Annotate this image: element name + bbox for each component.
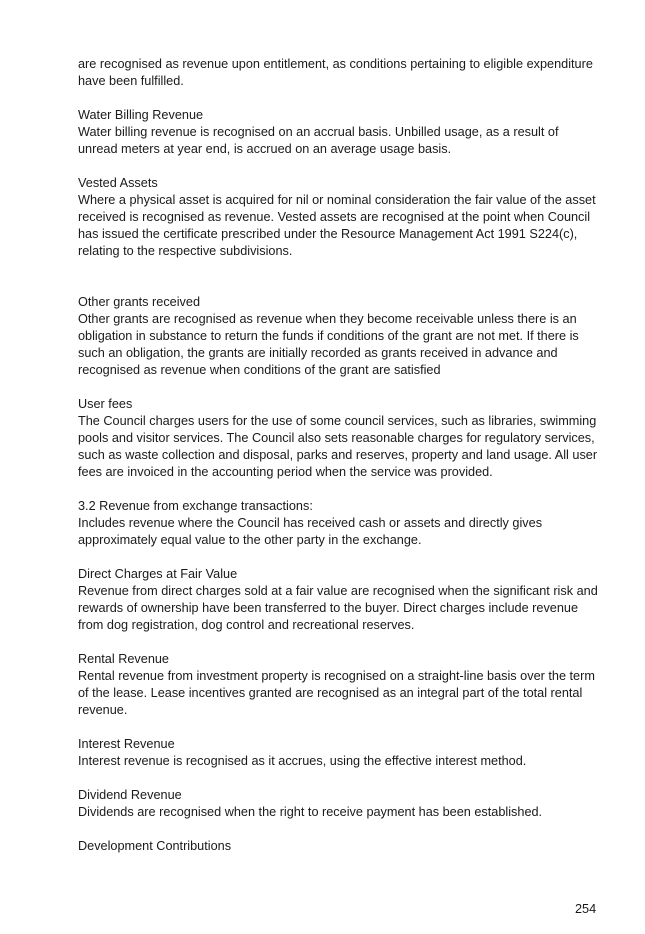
- section-user-fees: [78, 396, 598, 481]
- section-heading: Other grants received: [78, 295, 200, 309]
- section-other-grants-received: [78, 294, 598, 379]
- section-body: Interest revenue is recognised as it accrues, using the effective interest method.: [78, 754, 527, 768]
- section-body: Water billing revenue is recognised on an accrual basis. Unbilled usage, as a result of unread meters at year end, is accrued on an average usage basis.: [78, 125, 559, 156]
- section-body: Dividends are recognised when the right to receive payment has been established.: [78, 805, 543, 819]
- section-body: Where a physical asset is acquired for nil or nominal consideration the fair value of the asset received is recognised as revenue. Vested assets are recognised at the point when Council has issued the certificate prescribed under the Resource Management Act 1991 S224(c), relating to the respective subdivisions.: [78, 193, 596, 258]
- section-water-billing-revenue: [78, 107, 598, 158]
- section-heading: Direct Charges at Fair Value: [78, 567, 238, 581]
- section-body: Revenue from direct charges sold at a fair value are recognised when the significant risk and rewards of ownership have been transferred to the buyer. Direct charges include revenue from dog registration, dog control and recreational reserves.: [78, 584, 598, 632]
- section-heading: Interest Revenue: [78, 737, 175, 751]
- section-revenue-from-exchange-transactions: [78, 498, 598, 549]
- section-heading: Dividend Revenue: [78, 788, 182, 802]
- section-development-contributions: [78, 838, 598, 855]
- section-heading: User fees: [78, 397, 133, 411]
- section-body: are recognised as revenue upon entitlement, as conditions pertaining to eligible expenditure have been fulfilled.: [78, 57, 593, 88]
- section-body: Rental revenue from investment property is recognised on a straight-line basis over the term of the lease. Lease incentives granted are recognised as an integral part of the total rental revenue.: [78, 669, 595, 717]
- section-heading: Vested Assets: [78, 176, 158, 190]
- section-rental-revenue: [78, 651, 598, 719]
- section-body: Includes revenue where the Council has received cash or assets and directly gives approximately equal value to the other party in the exchange.: [78, 516, 543, 547]
- section-heading: Rental Revenue: [78, 652, 169, 666]
- section-dividend-revenue: [78, 787, 598, 821]
- section-heading: Water Billing Revenue: [78, 108, 204, 122]
- section-continued: [78, 56, 598, 90]
- section-heading: Development Contributions: [78, 839, 232, 853]
- section-direct-charges: [78, 566, 598, 634]
- section-body: Other grants are recognised as revenue when they become receivable unless there is an obligation in substance to return the funds if conditions of the grant are not met. If there is such an obligation, the grants are initially recorded as grants received in advance and recognised as revenue when conditions of the grant are satisfied: [78, 312, 579, 377]
- document-page: [78, 56, 598, 872]
- section-heading: 3.2 Revenue from exchange transactions:: [78, 499, 313, 513]
- section-body: The Council charges users for the use of some council services, such as libraries, swimming pools and visitor services. The Council also sets reasonable charges for regulatory services, such as waste collection and disposal, parks and reserves, property and land usage. All user fees are invoiced in the accounting period when the service was provided.: [78, 414, 598, 479]
- page-number: 254: [575, 902, 597, 916]
- section-vested-assets: [78, 175, 598, 260]
- section-interest-revenue: [78, 736, 598, 770]
